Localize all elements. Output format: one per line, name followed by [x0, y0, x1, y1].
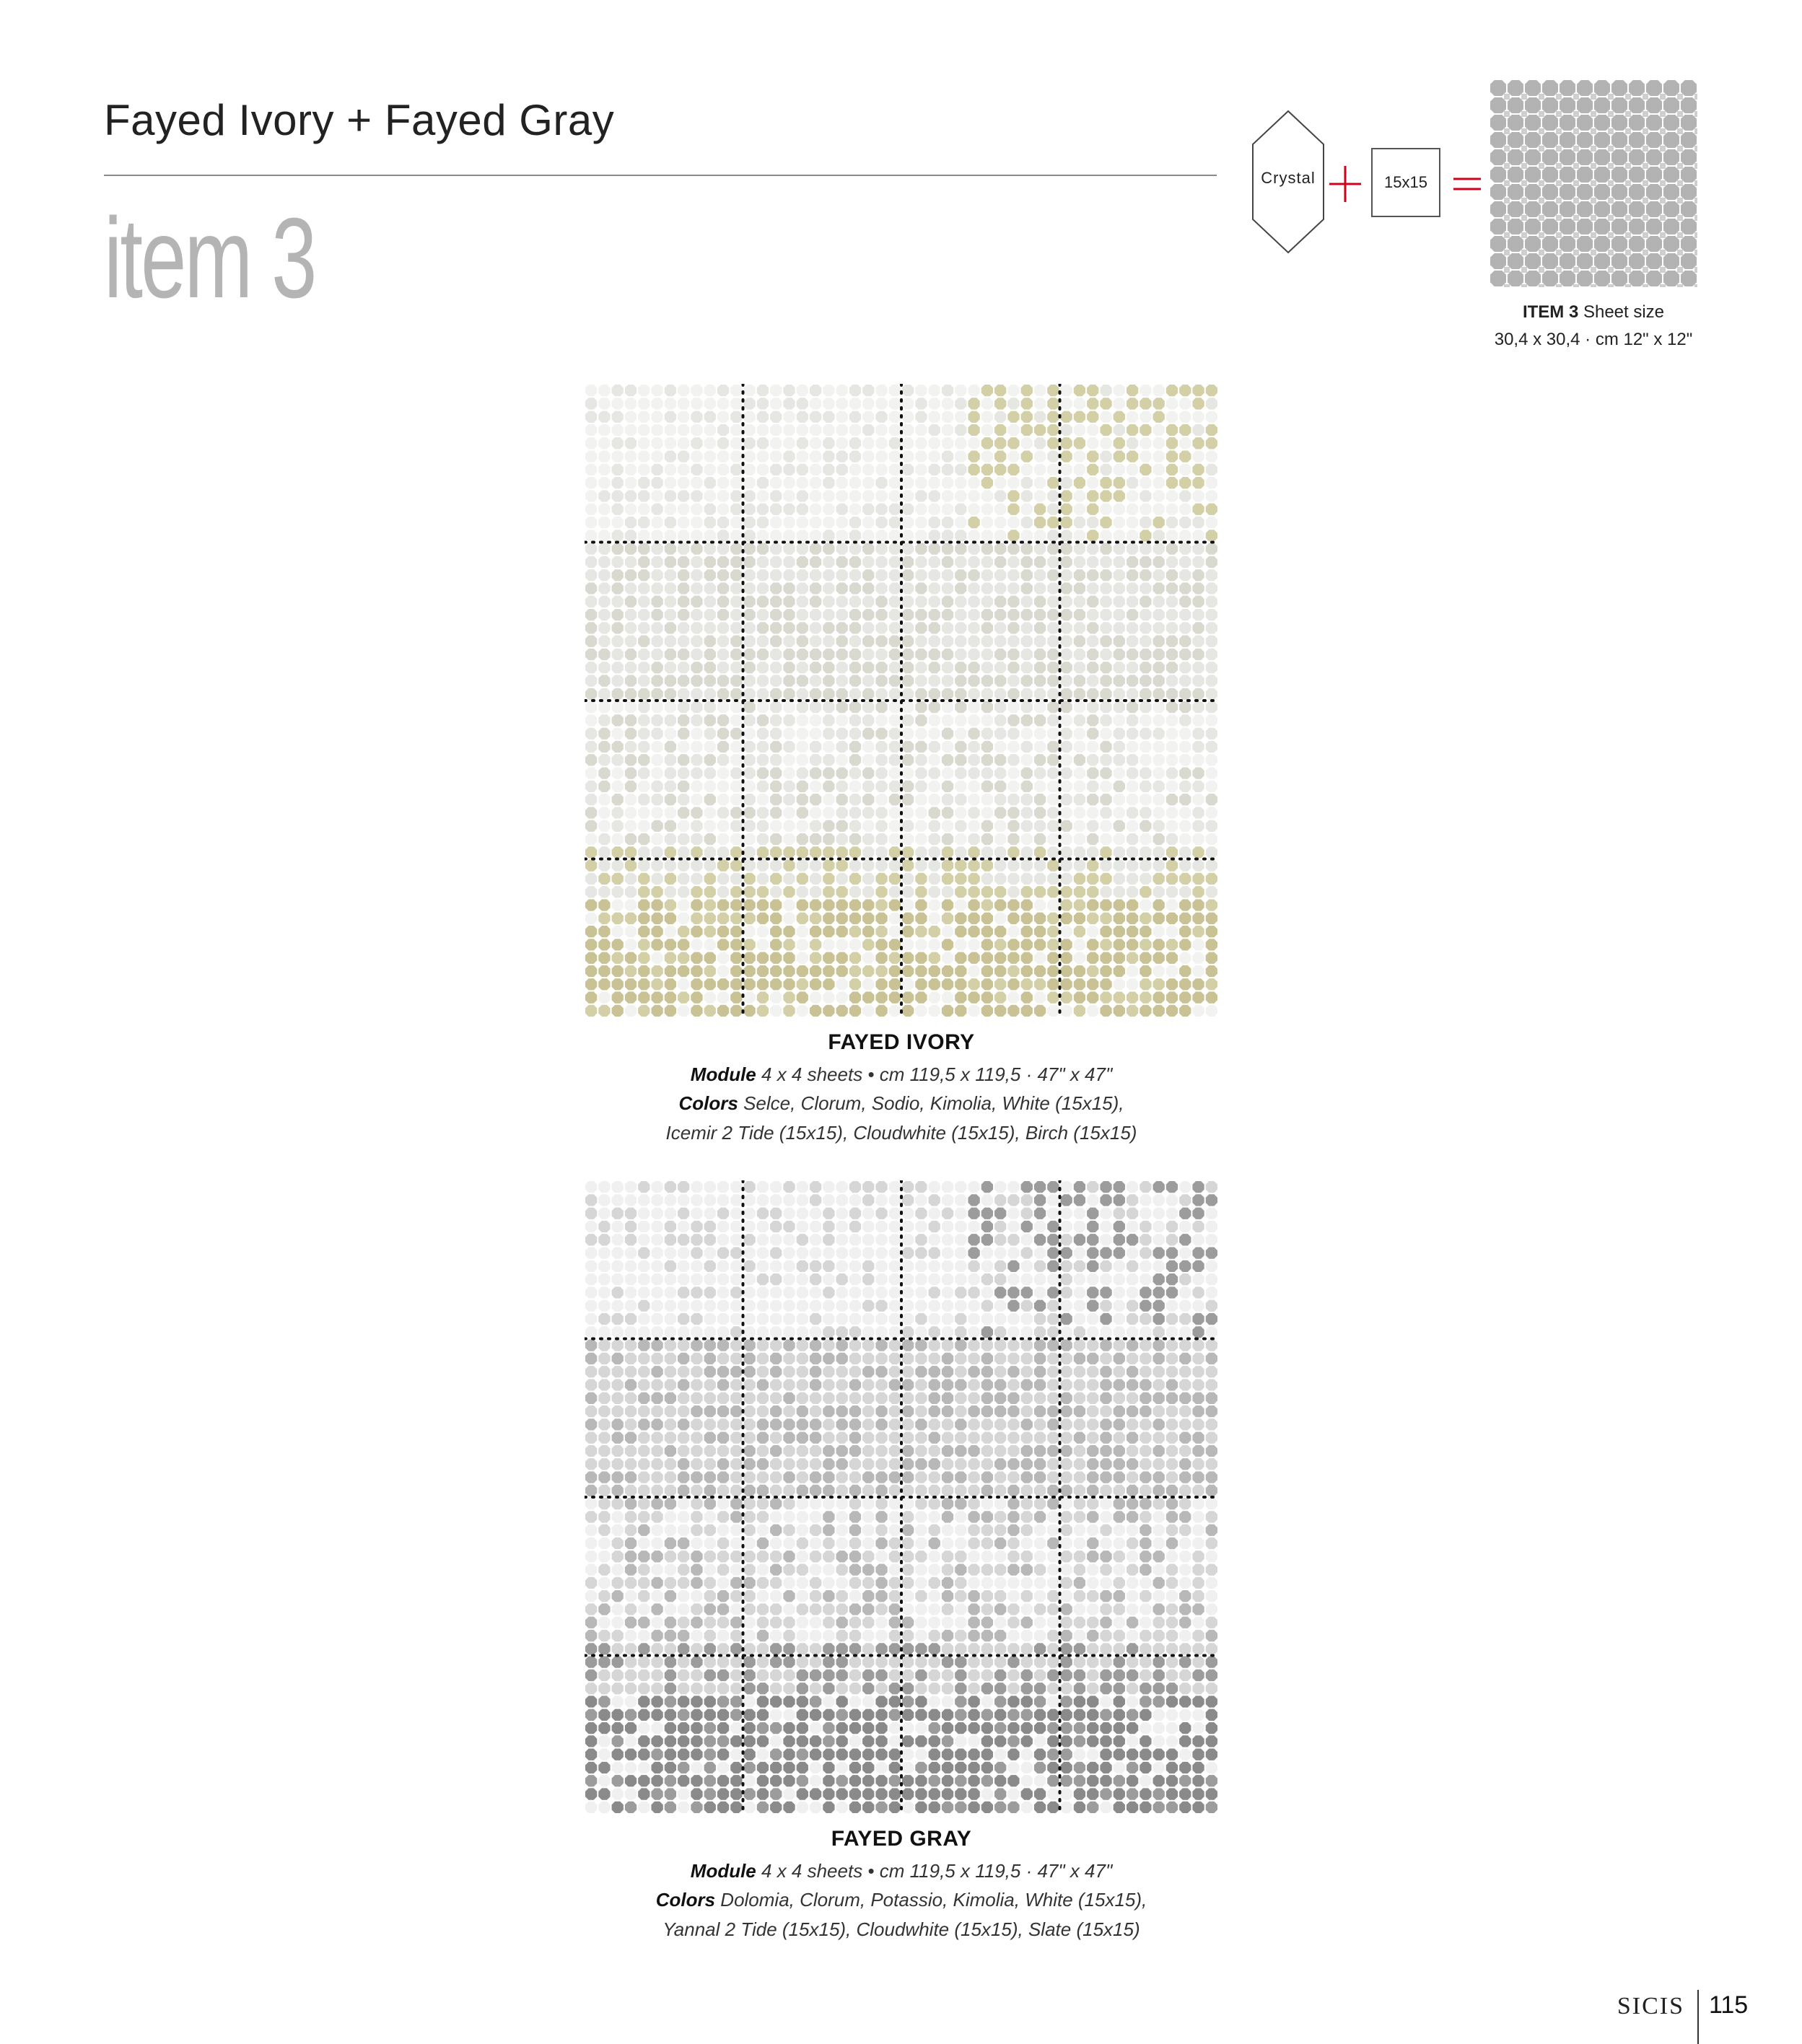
sheet-caption-bold: ITEM 3 — [1522, 302, 1579, 322]
item-label: item 3 — [104, 195, 315, 322]
sheet-caption — [1472, 299, 1715, 354]
ivory-module-line: Module 4 x 4 sheets • cm 119,5 x 119,5 · 47" x 47" — [690, 1063, 1113, 1085]
sheet-pattern-thumbnail — [1490, 79, 1697, 287]
crystal-label: Crystal — [1261, 169, 1316, 187]
gray-colors-line: Colors Dolomia, Clorum, Potassio, Kimolia, White (15x15), — [655, 1889, 1147, 1911]
equals-icon — [1451, 173, 1484, 195]
gray-module-line: Module 4 x 4 sheets • cm 119,5 x 119,5 · 47" x 47" — [690, 1860, 1113, 1882]
ivory-colors-line: Colors Selce, Clorum, Sodio, Kimolia, White (15x15), — [678, 1092, 1124, 1114]
page-title: Fayed Ivory + Fayed Gray — [104, 96, 615, 144]
square-tile-label: 15x15 — [1384, 173, 1427, 191]
gray-colors-line-2: Yannal 2 Tide (15x15), Cloudwhite (15x15), Slate (15x15) — [662, 1918, 1140, 1940]
ivory-colors-line-2: Icemir 2 Tide (15x15), Cloudwhite (15x15), Birch (15x15) — [665, 1122, 1137, 1144]
page-number: 115 — [1709, 1991, 1749, 2019]
title-rule — [104, 175, 1217, 176]
fayed-gray-mosaic-image — [585, 1180, 1218, 1814]
page-separator — [1697, 1990, 1699, 2044]
fayed-ivory-mosaic-image — [585, 384, 1218, 1017]
ivory-name: FAYED IVORY — [828, 1030, 975, 1054]
plus-icon — [1326, 160, 1364, 208]
gray-name: FAYED GRAY — [831, 1827, 972, 1851]
sheet-size: 30,4 x 30,4 · cm 12" x 12" — [1494, 330, 1693, 349]
sheet-caption-rest: Sheet size — [1578, 302, 1665, 322]
brand-logo: SICIS — [1617, 1993, 1684, 2019]
